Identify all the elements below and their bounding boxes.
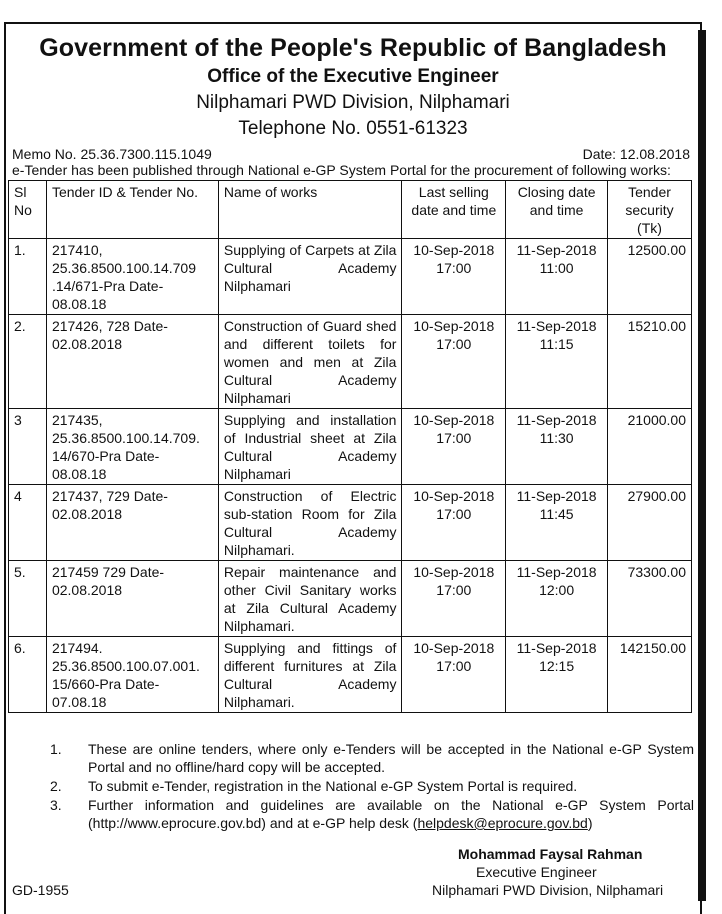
table-header-row <box>9 181 692 239</box>
cell-sl: 3 <box>9 409 47 485</box>
note-text: To submit e-Tender, registration in the National e-GP System Portal is required. <box>88 778 578 794</box>
note-text-before: Further information and guidelines are available on the National e-GP System Portal (http://www.eprocure.gov.bd) and at e-GP help desk ( <box>88 797 694 831</box>
office-title: Office of the Executive Engineer <box>207 66 499 87</box>
cell-sl: 1. <box>9 239 47 315</box>
note-item <box>50 740 694 776</box>
top-margin <box>0 0 722 18</box>
cell-closing: 11-Sep-2018 11:15 <box>506 315 608 409</box>
helpdesk-email-link[interactable]: helpdesk@eprocure.gov.bd <box>417 815 588 831</box>
table-row <box>9 315 692 409</box>
cell-sl: 5. <box>9 561 47 637</box>
note-number: 1. <box>50 741 62 757</box>
cell-name: Construction of Guard shed and different toilets for women and men at Zila Cultural Academy Nilphamari <box>218 315 402 409</box>
cell-security: 73300.00 <box>608 561 692 637</box>
cell-security: 21000.00 <box>608 409 692 485</box>
note-item <box>50 777 694 795</box>
table-row <box>9 637 692 713</box>
header-closing: Closing date and time <box>506 181 608 239</box>
cell-last-selling: 10-Sep-2018 17:00 <box>402 409 506 485</box>
table-row <box>9 239 692 315</box>
cell-name: Repair maintenance and other Civil Sanitary works at Zila Cultural Academy Nilphamari. <box>218 561 402 637</box>
note-number: 3. <box>50 797 62 813</box>
cell-last-selling: 10-Sep-2018 17:00 <box>402 239 506 315</box>
cell-tender: 217426, 728 Date-02.08.2018 <box>46 315 218 409</box>
tender-table <box>8 180 692 713</box>
cell-tender: 217494. 25.36.8500.100.07.001. 15/660-Pra Date-07.08.18 <box>46 637 218 713</box>
cell-sl: 4 <box>9 485 47 561</box>
telephone-number: Telephone No. 0551-61323 <box>238 118 468 139</box>
cell-last-selling: 10-Sep-2018 17:00 <box>402 637 506 713</box>
signatory-office: Nilphamari PWD Division, Nilphamari <box>432 882 664 898</box>
cell-last-selling: 10-Sep-2018 17:00 <box>402 485 506 561</box>
right-shadow <box>698 30 706 901</box>
note-text <box>88 796 694 832</box>
signatory-name: Mohammad Faysal Rahman <box>458 846 643 862</box>
header-tender: Tender ID & Tender No. <box>46 181 218 239</box>
cell-closing: 11-Sep-2018 12:15 <box>506 637 608 713</box>
cell-security: 142150.00 <box>608 637 692 713</box>
header-name: Name of works <box>218 181 402 239</box>
note-text: These are online tenders, where only e-Tenders will be accepted in the National e-GP System Portal and no offline/hard copy will be accepted. <box>88 741 694 775</box>
cell-last-selling: 10-Sep-2018 17:00 <box>402 561 506 637</box>
cell-closing: 11-Sep-2018 11:00 <box>506 239 608 315</box>
memo-number: Memo No. 25.36.7300.115.1049 <box>12 146 212 162</box>
cell-security: 12500.00 <box>608 239 692 315</box>
table-row <box>9 561 692 637</box>
cell-name: Construction of Electric sub-station Room for Zila Cultural Academy Nilphamari. <box>218 485 402 561</box>
cell-name: Supplying and fittings of different furnitures at Zila Cultural Academy Nilphamari. <box>218 637 402 713</box>
cell-name: Supplying and installation of Industrial sheet at Zila Cultural Academy Nilphamari <box>218 409 402 485</box>
header-last-selling: Last selling date and time <box>402 181 506 239</box>
note-number: 2. <box>50 778 62 794</box>
cell-sl: 2. <box>9 315 47 409</box>
government-title: Government of the People's Republic of Bangladesh <box>39 34 667 62</box>
notice-date: Date: 12.08.2018 <box>582 146 690 162</box>
cell-name: Supplying of Carpets at Zila Cultural Academy Nilphamari <box>218 239 402 315</box>
notes-list <box>50 740 694 833</box>
table-row <box>9 485 692 561</box>
cell-security: 27900.00 <box>608 485 692 561</box>
gd-number: GD-1955 <box>12 882 69 898</box>
intro-text: e-Tender has been published through National e-GP System Portal for the procurement of following works: <box>12 162 671 178</box>
cell-last-selling: 10-Sep-2018 17:00 <box>402 315 506 409</box>
division-name: Nilphamari PWD Division, Nilphamari <box>196 92 510 113</box>
cell-tender: 217459 729 Date-02.08.2018 <box>46 561 218 637</box>
cell-security: 15210.00 <box>608 315 692 409</box>
header-sl: Sl No <box>9 181 47 239</box>
note-item <box>50 796 694 832</box>
cell-tender: 217410, 25.36.8500.100.14.709 .14/671-Pra Date-08.08.18 <box>46 239 218 315</box>
cell-tender: 217437, 729 Date-02.08.2018 <box>46 485 218 561</box>
cell-closing: 11-Sep-2018 11:45 <box>506 485 608 561</box>
cell-sl: 6. <box>9 637 47 713</box>
table-row <box>9 409 692 485</box>
note-text-after: ) <box>587 815 593 831</box>
cell-closing: 11-Sep-2018 12:00 <box>506 561 608 637</box>
cell-tender: 217435, 25.36.8500.100.14.709. 14/670-Pra Date- 08.08.18 <box>46 409 218 485</box>
signatory-title: Executive Engineer <box>476 864 597 880</box>
header-security: Tender security (Tk) <box>608 181 692 239</box>
cell-closing: 11-Sep-2018 11:30 <box>506 409 608 485</box>
